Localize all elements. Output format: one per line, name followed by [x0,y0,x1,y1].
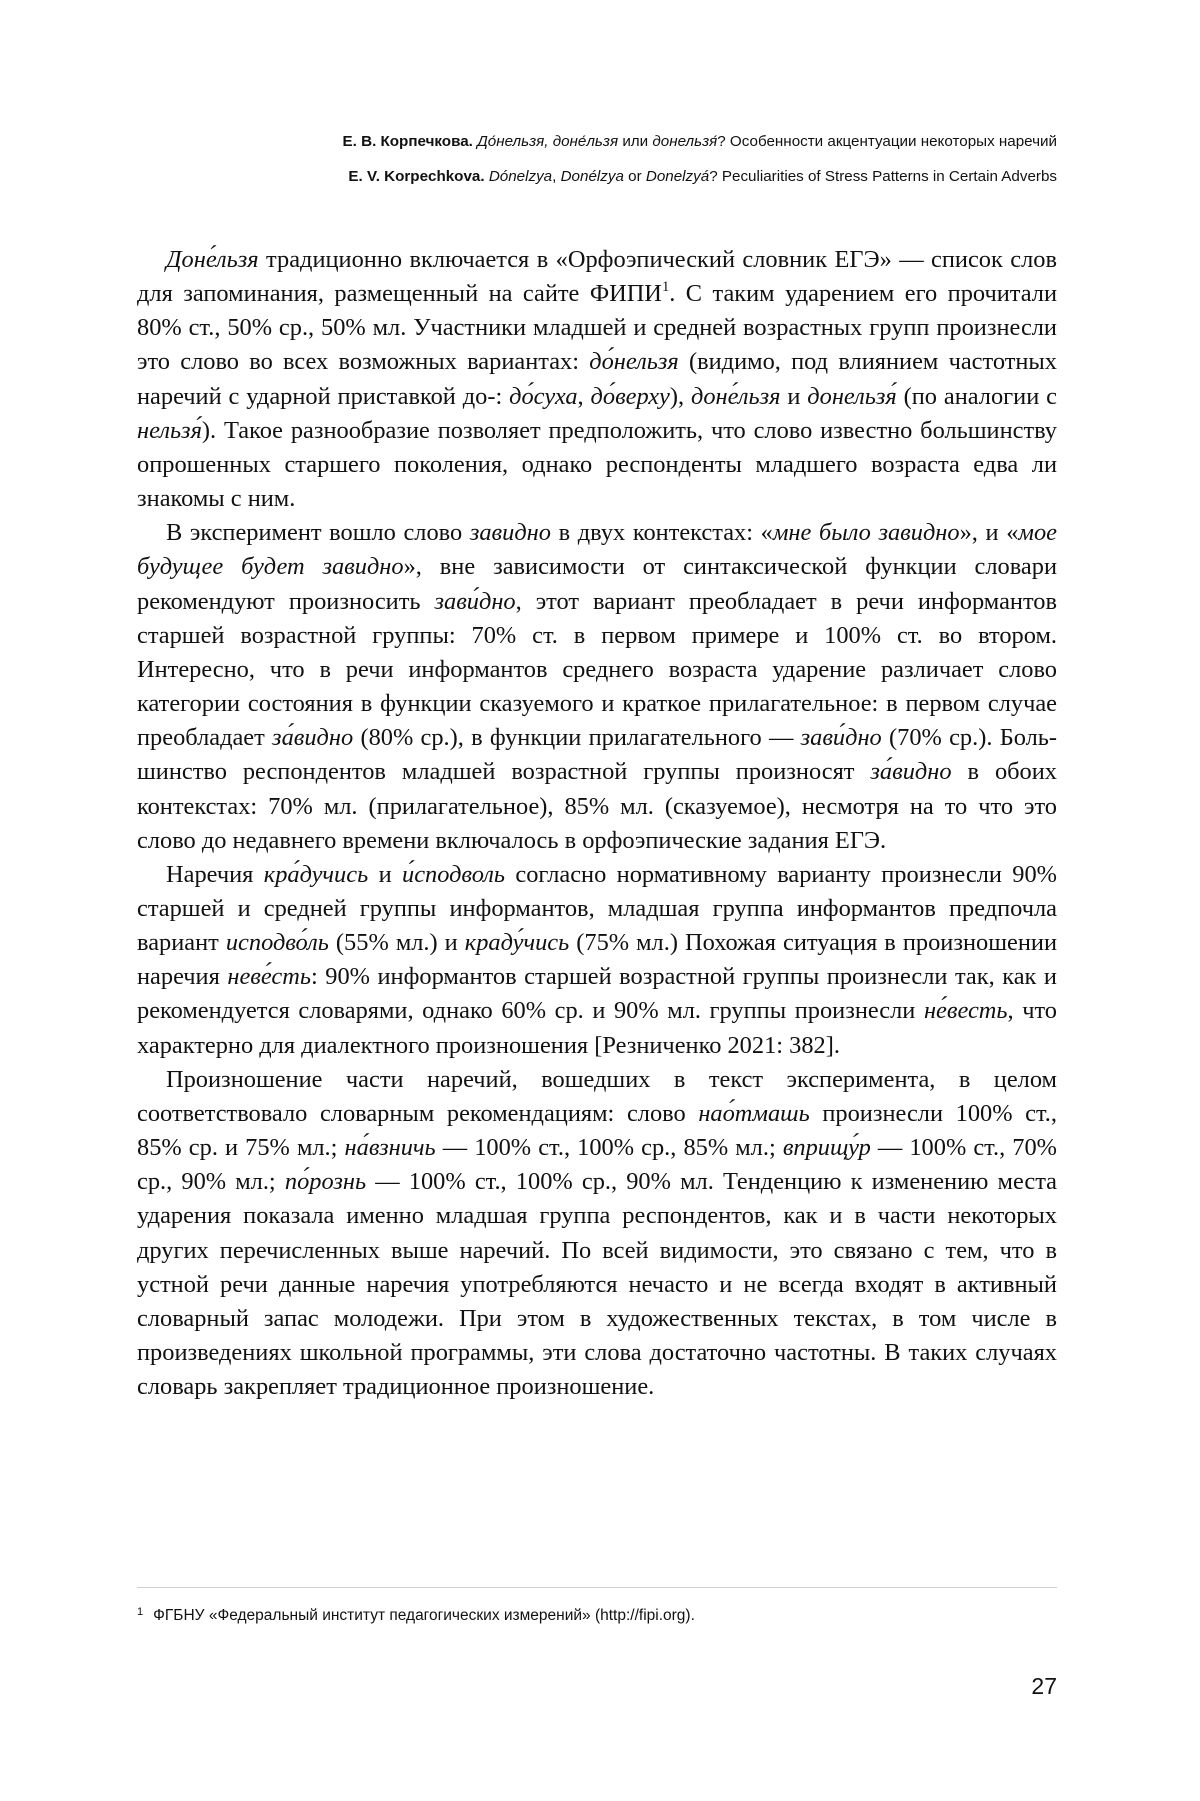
text-run: (75% мл.) Похожая ситуация в произношении наречия [137,929,1057,991]
italic-term: не́весть [923,997,1008,1025]
italic-term: мне было завидно [772,519,960,547]
text-run: (55% мл.) и [328,929,465,957]
footnote-divider [137,1587,1057,1588]
text-run: Наречия [166,860,264,888]
italic-term: нао́тмашь [698,1099,810,1127]
text-run: (видимо, под влиянием частотных наречий с ударной приставкой до-: [137,348,1058,410]
footnote-text: ФГБНУ «Федеральный институт педагогических измерений» (http://fipi.org). [153,1607,695,1624]
italic-term: доне́льзя [690,382,781,410]
running-header [343,124,1057,194]
text-run: : 90% информантов старшей возрастной группы произнесли так, как и рекомендуется словарями, однако 60% ср. и 90% мл. группы произнесли [137,963,1057,1025]
header-en-title-part2: Donélzya [560,168,624,185]
text-run: произнесли 100% ст., 85% ср. и 75% мл.; [137,1099,1057,1162]
text-run: , что характерно для диалектного произношения [Резниченко 2021: 382]. [137,997,1057,1059]
text-run: В эксперимент вошло слово [166,519,470,547]
italic-term: до́суха [509,382,578,410]
italic-term: кра́дучись [263,860,369,888]
italic-term: до́верху [590,382,670,410]
header-line-ru [343,124,1057,159]
italic-term: нельзя́ [137,416,202,444]
header-en-or: or [623,168,646,185]
text-run: и [780,382,808,410]
italic-term: и́сподволь [402,860,506,888]
text-run: Произношение части наречий, вошедших в текст эксперимента, в целом соответствовало словарным рекомендациям: слово [137,1065,1057,1127]
paragraph [137,858,1057,1063]
italic-term: завидно [469,519,551,547]
italic-term: до́нельзя [589,348,679,376]
italic-term: исподво́ль [225,929,329,957]
text-run: », и « [959,519,1019,547]
italic-term: краду́чись [464,929,570,957]
text-run: традиционно включается в «Орфоэпический словник ЕГЭ» — список слов для запоминания, размещенный на сайте ФИПИ [137,246,1057,308]
italic-term: зави́дно [800,724,882,752]
page-number: 27 [1031,1673,1057,1699]
text-run: в двух контекстах: « [550,519,773,547]
header-ru-title-rest: ? Особенности акцентуации некоторых наречий [717,133,1057,150]
italic-term: за́видно [870,758,952,786]
text-run: ). Такое разнообразие позволяет предположить, что слово известно большинству опрошенных старшего поколения, однако респонденты младшего возраста едва ли знакомы с ним. [137,416,1057,513]
text-run: (по аналогии с [896,382,1058,410]
footnote-mark: 1 [137,1606,144,1618]
text-run: — 100% ст., 100% ср., 90% мл. Тенденцию к изменению места ударения показала именно младшая группа респондентов, как и в части некоторых других перечисленных выше наречий. По всей видимости, это связано с тем, что в устной речи данные наречия употребляются нечасто и не всегда входят в активный словарный запас молодежи. При этом в художественных текстах, в том числе в произведениях школьной программы, эти слова достаточно частотны. В таких случаях словарь закрепляет традиционное произношение. [137,1168,1058,1401]
text-run: — 100% ст., 70% ср., 90% мл.; [137,1134,1057,1196]
header-ru-or: или [618,133,653,150]
paragraph [137,1063,1057,1405]
header-en-title-part1: Dónelzya [488,168,553,185]
header-en-author: E. V. Korpechkova. [348,168,485,185]
italic-term: неве́сть [227,963,311,991]
italic-term: за́видно [272,724,354,752]
italic-term: на́взничь [344,1134,436,1162]
italic-term: по́рознь [284,1168,367,1196]
header-line-en [343,159,1057,194]
footnote [137,1601,1057,1627]
paragraph [137,516,1057,858]
text-run: ), [669,382,691,410]
text-run: , [577,382,591,410]
header-en-title-part3: Donelzyá [645,168,710,185]
italic-term: зави́дно [434,587,516,615]
header-en-sep: , [552,168,561,185]
header-en-title-rest: ? Peculiarities of Stress Patterns in Certain Adverbs [709,168,1057,185]
text-run: — 100% ст., 100% ср., 85% мл.; [435,1134,783,1162]
text-run: . С таким ударением его прочитали 80% ст., 50% ср., 50% мл. Участники младшей и средней возрастных групп произнесли это слово во всех возможных вариантах: [137,280,1058,376]
italic-term: донельзя́ [807,382,897,410]
text-run: в обоих контекстах: 70% мл. (прилагательное), 85% мл. (сказуемое), несмотря на то что это слово до недавнего времени включалось в орфоэпические задания ЕГЭ. [137,758,1057,854]
text-run: (80% ср.), в функции прилагательного — [353,724,801,752]
header-ru-title-part1: До́нельзя, доне́льзя [477,133,619,150]
italic-term: мое будущее будет завидно [137,519,1057,581]
paragraph [137,243,1057,516]
body-text [137,243,1057,1404]
text-run: согласно нормативному варианту произнесли 90% старшей и средней группы информантов, младшая группа информантов предпочла вариант [137,860,1057,957]
text-run: и [368,860,402,888]
footnote-ref: 1 [661,278,670,295]
text-run: , этот вариант преобладает в речи информантов старшей возрастной группы: 70% ст. в первом примере и 100% ст. во втором. Интересно, что в речи информантов среднего возраста ударение различает слово категории состояния в функции сказуемого и краткое прилагательное: в первом случае преобладает [137,587,1057,752]
italic-term: Доне́льзя [166,246,259,273]
text-run: (70% ср.). Большинство респондентов младшей возрастной группы произносят [137,724,1057,786]
italic-term: вприщу́р [782,1134,871,1162]
header-ru-title-part2: донельзя́ [652,133,718,150]
text-run: », вне зависимости от синтаксической функции словари рекомендуют произносить [137,553,1057,615]
header-ru-author: Е. В. Корпечкова. [342,133,473,150]
